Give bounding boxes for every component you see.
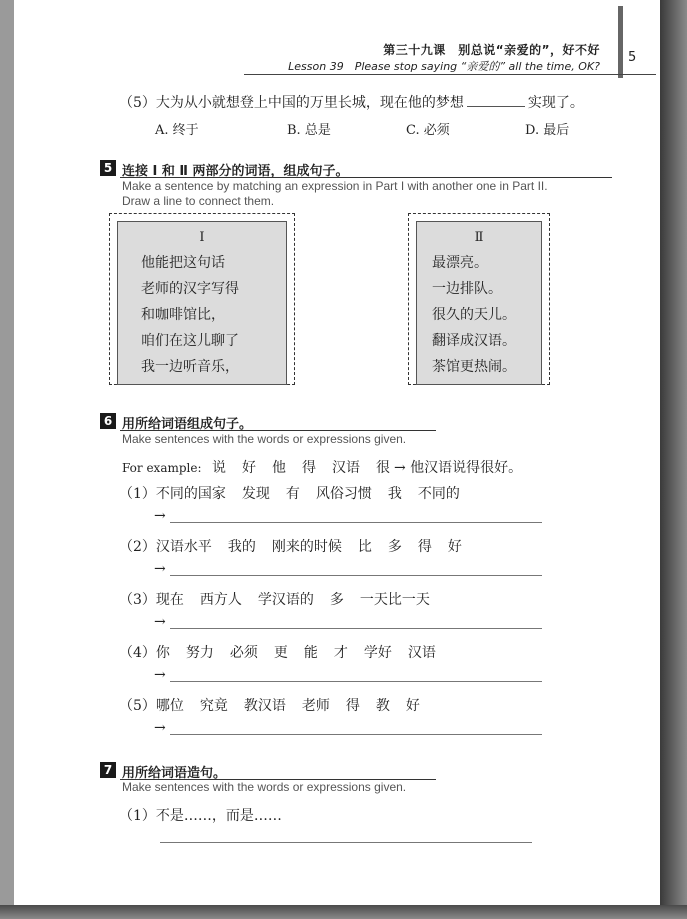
section-7-number: 7 <box>100 762 116 778</box>
option-b[interactable]: B. 总是 <box>287 123 331 138</box>
exercise-6-item-2 <box>119 536 478 556</box>
part-1-item[interactable]: 和咖啡馆比， <box>141 307 225 323</box>
question-5-prefix: （5）大为从小就想登上中国的万里长城，现在他的梦想 <box>119 95 464 111</box>
example-word: 得 <box>301 460 316 476</box>
example-word: 他 <box>271 460 286 476</box>
section-7-instruction: Make sentences with the words or expressions given. <box>122 780 407 794</box>
part-2-item[interactable]: 很久的天儿。 <box>432 307 516 323</box>
answer-line-2[interactable] <box>170 575 542 576</box>
answer-line-5[interactable] <box>170 734 542 735</box>
answer-line-3[interactable] <box>170 628 542 629</box>
part-2-box <box>416 221 542 385</box>
word: 好 <box>405 698 420 714</box>
word: 多 <box>387 539 402 555</box>
example-line <box>122 457 522 477</box>
lesson-title-en: Lesson 39 Please stop saying “亲爱的” all the time, OK? <box>288 60 600 73</box>
word: 学汉语的 <box>257 592 314 608</box>
word: 一天比一天 <box>359 592 430 608</box>
part-2-label: Ⅱ <box>474 230 484 245</box>
header-rule <box>244 74 656 75</box>
part-2-item[interactable]: 茶馆更热闹。 <box>432 359 516 375</box>
word: 多 <box>329 592 344 608</box>
lesson-title-cn: 第三十九课 别总说“亲爱的”，好不好 <box>383 43 600 57</box>
word: 学好 <box>363 645 392 661</box>
word: 教汉语 <box>243 698 286 714</box>
question-5-suffix: 实现了。 <box>527 95 584 111</box>
item-number: （4） <box>119 645 156 661</box>
word: 不同的 <box>417 486 460 502</box>
word: 得 <box>417 539 432 555</box>
word: 有 <box>285 486 300 502</box>
exercise-6-item-5 <box>119 695 436 715</box>
word: 现在 <box>155 592 184 608</box>
answer-arrow: → <box>154 561 166 577</box>
option-d[interactable]: D. 最后 <box>525 123 570 138</box>
word: 不同的国家 <box>155 486 226 502</box>
word: 必须 <box>229 645 258 661</box>
word: 发现 <box>241 486 270 502</box>
part-1-item[interactable]: 我一边听音乐， <box>141 359 239 375</box>
word: 汉语 <box>407 645 436 661</box>
answer-line-7-1[interactable] <box>160 842 532 843</box>
answer-arrow: → <box>154 614 166 630</box>
word: 你 <box>155 645 170 661</box>
word: 我的 <box>227 539 256 555</box>
exercise-6-item-1 <box>119 483 476 503</box>
part-1-item[interactable]: 咱们在这儿聊了 <box>141 333 239 349</box>
option-a[interactable]: A. 终于 <box>155 123 199 138</box>
word: 汉语水平 <box>155 539 212 555</box>
word: 能 <box>303 645 318 661</box>
section-6-rule <box>120 430 436 431</box>
word: 教 <box>375 698 390 714</box>
section-7-title: 用所给词语造句。 <box>122 766 227 781</box>
section-5-instruction-1: Make a sentence by matching an expression in Part I with another one in Part II. <box>122 179 548 193</box>
word: 风俗习惯 <box>315 486 372 502</box>
word: 西方人 <box>199 592 242 608</box>
word: 哪位 <box>155 698 184 714</box>
answer-line-1[interactable] <box>170 522 542 523</box>
part-1-box <box>117 221 287 385</box>
section-6-number: 6 <box>100 413 116 429</box>
section-6-title: 用所给词语组成句子。 <box>122 417 253 432</box>
word: 才 <box>333 645 348 661</box>
item-number: （2） <box>119 539 156 555</box>
answer-arrow: → <box>154 667 166 683</box>
example-word: 汉语 <box>331 460 360 476</box>
header-bar <box>618 6 623 78</box>
page-number: 5 <box>628 50 637 65</box>
exercise-6-item-3 <box>119 589 446 609</box>
section-5-rule <box>120 177 612 178</box>
example-word: 说 <box>211 460 226 476</box>
exercise-6-item-4 <box>119 642 452 662</box>
item-number: （3） <box>119 592 156 608</box>
page-bottom-shadow <box>0 905 687 919</box>
part-2-item[interactable]: 翻译成汉语。 <box>432 333 516 349</box>
section-6-instruction: Make sentences with the words or expressions given. <box>122 432 407 446</box>
section-5-title: 连接 Ⅰ 和 Ⅱ 两部分的词语，组成句子。 <box>122 164 349 179</box>
example-label: For example: <box>122 461 202 475</box>
question-5-blank[interactable] <box>467 94 525 107</box>
word: 究竟 <box>199 698 228 714</box>
section-5-instruction-2: Draw a line to connect them. <box>122 194 275 208</box>
answer-arrow: → <box>154 720 166 736</box>
part-1-label: Ⅰ <box>199 230 205 245</box>
word: 比 <box>357 539 372 555</box>
item-number: （5） <box>119 698 156 714</box>
word: 得 <box>345 698 360 714</box>
option-c[interactable]: C. 必须 <box>406 123 450 138</box>
word: 好 <box>447 539 462 555</box>
word: 努力 <box>185 645 214 661</box>
part-1-item[interactable]: 他能把这句话 <box>141 255 225 271</box>
part-2-item[interactable]: 一边排队。 <box>432 281 502 297</box>
example-word: 好 <box>241 460 256 476</box>
part-2-item[interactable]: 最漂亮。 <box>432 255 488 271</box>
section-5-number: 5 <box>100 160 116 176</box>
answer-line-4[interactable] <box>170 681 542 682</box>
word: 刚来的时候 <box>271 539 342 555</box>
part-1-item[interactable]: 老师的汉字写得 <box>141 281 239 297</box>
answer-arrow: → <box>154 508 166 524</box>
item-number: （1） <box>119 486 156 502</box>
example-word: 很 <box>375 460 390 476</box>
word: 老师 <box>301 698 330 714</box>
question-5 <box>119 92 584 112</box>
page-edge-shadow <box>660 0 687 919</box>
word: 更 <box>273 645 288 661</box>
example-answer: → 他汉语说得很好。 <box>393 460 523 476</box>
word: 我 <box>387 486 402 502</box>
exercise-7-item-1: （1）不是……，而是…… <box>119 808 282 824</box>
